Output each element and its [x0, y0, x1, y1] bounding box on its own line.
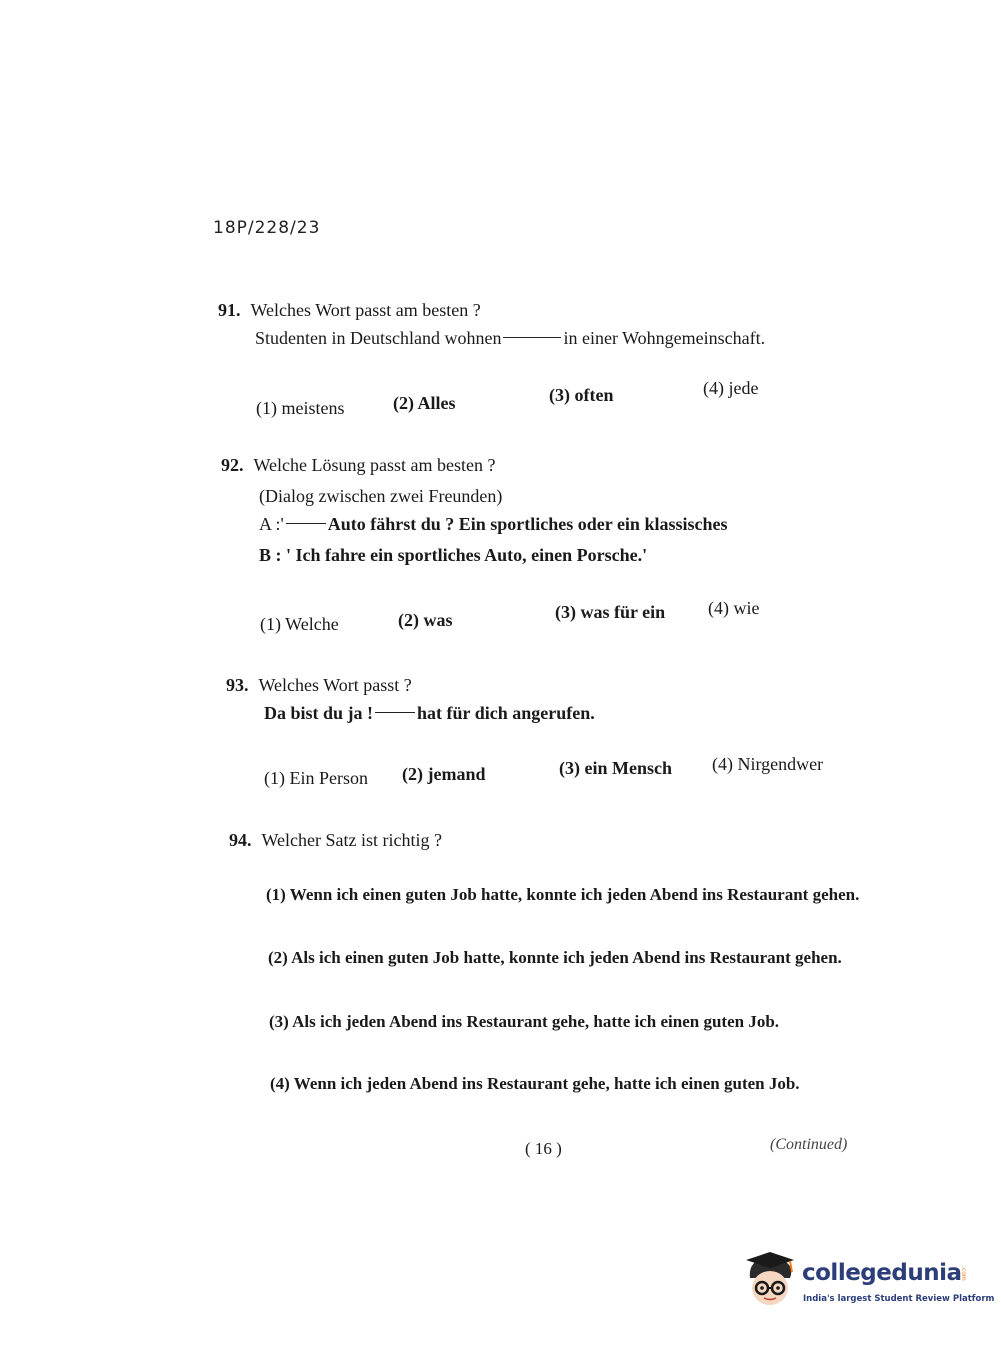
question-93-blank — [375, 712, 415, 713]
question-92-option-1: (1) Welche — [260, 614, 339, 634]
question-94-option-1: (1) Wenn ich einen guten Job hatte, konnte ich jeden Abend ins Restaurant gehen. — [266, 885, 860, 904]
question-91-stem-after: in einer Wohngemeinschaft. — [563, 328, 766, 348]
question-92-line-a — [259, 514, 727, 535]
question-91-number: 91. — [218, 300, 241, 320]
question-94-number: 94. — [229, 830, 252, 850]
question-92-context: (Dialog zwischen zwei Freunden) — [259, 486, 503, 506]
question-94-option-4: (4) Wenn ich jeden Abend ins Restaurant gehe, hatte ich einen guten Job. — [270, 1074, 800, 1093]
question-92-line-b: B : ' Ich fahre ein sportliches Auto, einen Porsche.' — [259, 545, 648, 565]
question-93-stem-after: hat für dich angerufen. — [417, 703, 595, 723]
question-92-number: 92. — [221, 455, 244, 475]
question-91-stem-before: Studenten in Deutschland wohnen — [255, 328, 502, 348]
question-93-prompt — [226, 675, 412, 696]
question-93-option-4: (4) Nirgendwer — [712, 754, 824, 774]
logo-suffix: .com — [960, 1266, 967, 1281]
question-93-stem-before: Da bist du ja ! — [264, 703, 374, 723]
question-94-option-2: (2) Als ich einen guten Job hatte, konnte ich jeden Abend ins Restaurant gehen. — [268, 948, 842, 967]
question-92-option-2: (2) was — [398, 610, 453, 630]
question-94-prompt — [229, 830, 442, 851]
page-number: ( 16 ) — [525, 1139, 562, 1158]
question-93-text: Welches Wort passt ? — [258, 675, 412, 695]
question-92-blank — [286, 523, 326, 524]
question-93-option-1: (1) Ein Person — [264, 768, 368, 788]
question-92-line-a-prefix: A :' — [259, 514, 284, 534]
question-94-option-3: (3) Als ich jeden Abend ins Restaurant gehe, hatte ich einen guten Job. — [269, 1012, 780, 1031]
collegedunia-logo — [742, 1252, 995, 1312]
question-91-option-3: (3) often — [549, 385, 614, 405]
question-91-text: Welches Wort passt am besten ? — [250, 300, 481, 320]
question-91-option-1: (1) meistens — [256, 398, 345, 418]
question-93-number: 93. — [226, 675, 249, 695]
question-93-stem — [264, 703, 595, 724]
question-91-option-2: (2) Alles — [393, 393, 456, 413]
question-93-option-2: (2) jemand — [402, 764, 486, 784]
question-93-option-3: (3) ein Mensch — [559, 758, 672, 778]
question-92-option-3: (3) was für ein — [555, 602, 666, 622]
logo-name: collegedunia — [802, 1260, 962, 1286]
question-92-line-a-text: Auto fährst du ? Ein sportliches oder ein klassisches — [327, 514, 728, 534]
question-92-text: Welche Lösung passt am besten ? — [253, 455, 496, 475]
question-91-blank — [503, 337, 561, 338]
question-92-option-4: (4) wie — [708, 598, 760, 618]
question-94-text: Welcher Satz ist richtig ? — [261, 830, 442, 850]
mascot-icon — [742, 1252, 798, 1308]
question-91-prompt — [218, 300, 481, 321]
question-91-option-4: (4) jede — [703, 378, 759, 398]
question-91-stem — [255, 328, 765, 349]
continued-label: (Continued) — [770, 1136, 848, 1153]
question-92-prompt — [221, 455, 495, 476]
logo-tagline: India's largest Student Review Platform — [803, 1294, 995, 1304]
paper-code: 18P/228/23 — [213, 218, 321, 238]
